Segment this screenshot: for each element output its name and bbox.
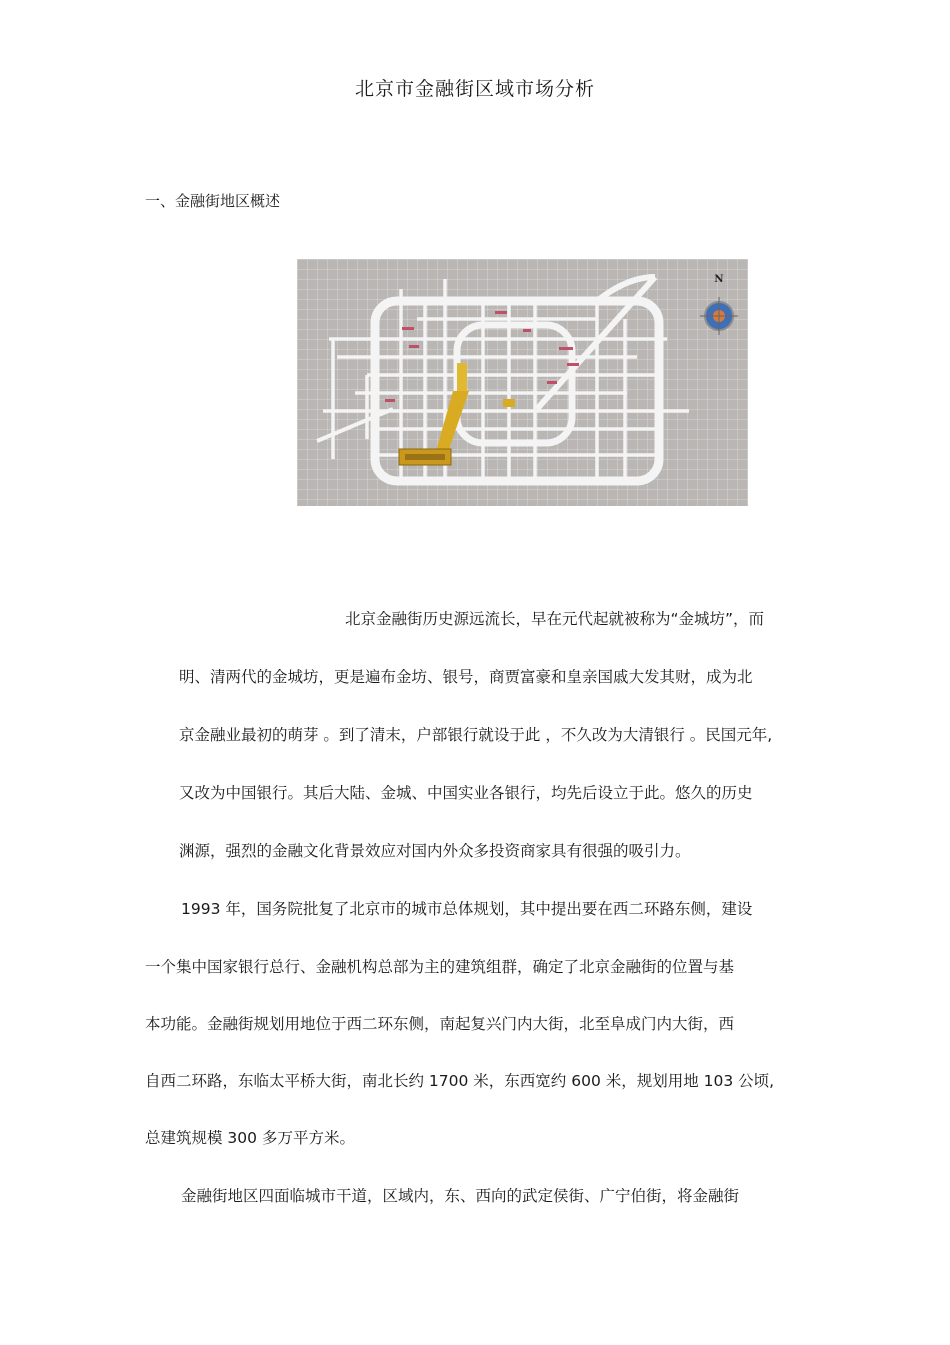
- paragraph-line: 本功能。金融街规划用地位于西二环东侧，南起复兴门内大街，北至阜成门内大街，西: [145, 1015, 735, 1033]
- paragraph-line: 总建筑规模 300 多万平方米。: [145, 1129, 355, 1147]
- paragraph-line: 自西二环路，东临太平桥大街，南北长约 1700 米，东西宽约 600 米，规划用地 103 公顷,: [145, 1072, 775, 1090]
- paragraph-line: 又改为中国银行。其后大陆、金城、中国实业各银行，均先后设立于此。悠久的历史: [179, 784, 753, 802]
- section-heading: 一、金融街地区概述: [145, 192, 281, 210]
- compass-north-label: N: [714, 274, 724, 285]
- paragraph-line: 京金融业最初的萌芽 。到了清末，户部银行就设于此 ，不久改为大清银行 。民国元年,: [179, 726, 773, 744]
- paragraph-line: 1993 年，国务院批复了北京市的城市总体规划，其中提出要在西二环路东侧，建设: [181, 900, 753, 918]
- paragraph-line: 明、清两代的金城坊，更是遍布金坊、银号，商贾富豪和皇亲国戚大发其财，成为北: [179, 668, 753, 686]
- compass-rose-icon: [700, 297, 738, 335]
- southwest-road: [317, 409, 393, 441]
- paragraph-line: 金融街地区四面临城市干道，区域内，东、西向的武定侯街、广宁伯街，将金融街: [181, 1187, 740, 1205]
- paragraph-line: 渊源，强烈的金融文化背景效应对国内外众多投资商家具有很强的吸引力。: [179, 842, 691, 860]
- beijing-road-map: [297, 259, 748, 506]
- financial-street-highlight: [399, 363, 515, 465]
- map-image: [297, 259, 748, 506]
- page-title: 北京市金融街区域市场分析: [354, 78, 595, 100]
- paragraph-line: 北京金融街历史源远流长，早在元代起就被称为“金城坊”，而: [345, 610, 765, 628]
- paragraph-line: 一个集中国家银行总行、金融机构总部为主的建筑组群，确定了北京金融街的位置与基: [145, 958, 735, 976]
